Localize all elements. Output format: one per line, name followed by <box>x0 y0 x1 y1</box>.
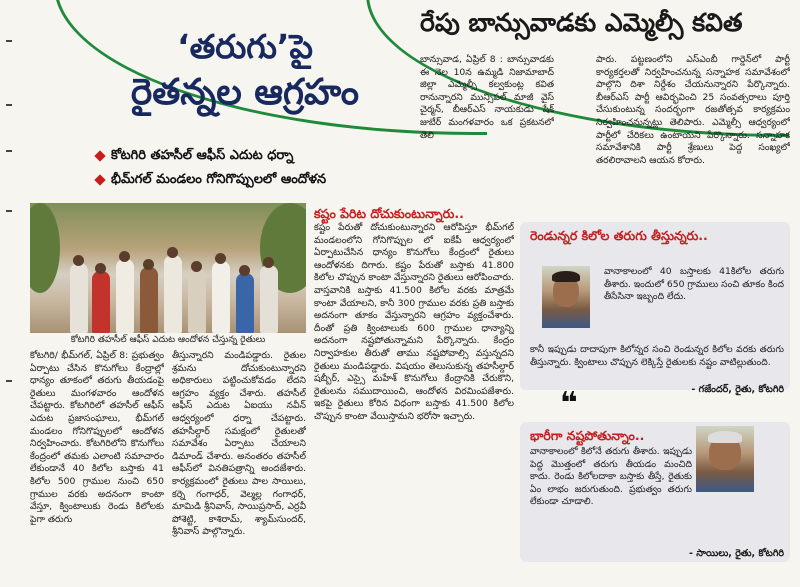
quote-box-title: భారీగా నష్టపోతున్నాం.. <box>530 428 645 443</box>
diamond-bullet-icon <box>94 174 105 185</box>
quote-box-text-bottom: కానీ ఇప్పుడు దాదాపుగా కిలోన్నర సంచి రెండున్నర కిలోల వరకు తరుగు తీస్తున్నారు. క్వింటాలు చొప్పున లెక్కిస్తే రైతులకు నష్టం వాటిల్లుతుంది. <box>530 344 784 368</box>
headline-line1: ‘తరుగు’పై <box>177 27 313 66</box>
right-headline: రేపు బాన్సువాడకు ఎమ్మెల్సీ కవిత <box>420 8 743 37</box>
farmer-portrait-gajender <box>542 266 590 328</box>
quote-attribution: - సాయిలు, రైతు, కోటగిరి <box>689 548 784 559</box>
quote-box-text: వానాకాలంలో కిలోనే తరుగు తీశారు. ఇప్పుడు పెద్ద మొత్తంలో తరుగు తీయడం మంచిది కాదు. రెండు కిలోలదాకా బస్తాకు తీస్తే, రైతుకు ఏం లాభం జరుగుతుంది. ప్రభుత్వం తరుగు లేకుండా చూడాలి. <box>530 446 692 508</box>
farmer-portrait-sailu <box>696 426 754 492</box>
main-body-column-1: కోటగిరి/ భీమ్‌గల్, ఏప్రిల్ 8: ప్రభుత్వం ఏర్పాటు చేసిన కొనుగోలు కేంద్రాల్లో ధాన్యం తూకంలో తరుగు తీయడంపై రైతులు మంగళవారం ఆందోళన చేపట్టారు. కోటగిరిలో తహసీల్ ఆఫీస్ ఎదుట ప్రజాసంఘాలు, భీమ్‌గల్ మండలం గోనిగొప్పులలో ఆందోళన నిర్వహించారు. కోటగిరిలోని కొనుగోలు కేంద్రంలో తమకు ఎలాంటి సమాచారం లేకుండానే 40 కిలోల బస్తాకు 41 కిలోల 500 గ్రాముల నుంచి 650 గ్రాముల వరకు అదనంగా కాంటా వేస్తూ, క్వింటాలుకు రెండు కిలోలకు పైగా తరుగు <box>30 350 164 525</box>
main-subhead: కష్టం పేరిట దోచుకుంటున్నారు.. <box>314 206 464 221</box>
right-body-column-1: బాన్సువాడ, ఏప్రిల్ 8 : బాన్సువాడకు ఈ నెల 10న ఉమ్మడి నిజామాబాద్ జిల్లా ఎమ్మెల్సీ కల్వకుంట్ల కవిత రానున్నారని మున్సిపల్ మాజీ వైస్ చైర్మన్, బీఆర్‌ఎస్ నాయకుడు షేక్ జుబేర్ మంగళవారం ఒక ప్రకటనలో తెలి <box>420 54 554 141</box>
photo-caption: కోటగిరి తహసీల్ ఆఫీస్ ఎదుట ఆందోళన చేస్తున్న రైతులు <box>70 335 266 345</box>
quote-box-title: రెండున్నర కిలోల తరుగు తీస్తున్నరు.. <box>530 228 708 243</box>
bullet-item: కోటగిరి తహసీల్ ఆఫీస్ ఎదుట ధర్నా <box>96 148 293 166</box>
page-edge-marks <box>0 0 18 587</box>
main-body-column-3: కష్టం పేరుతో దోచుకుంటున్నారని ఆరోపిస్తూ భీమ్‌గల్ మండలంలోని గోనిగొప్పుల లో ఐకేపీ ఆధ్వర్యంలో ఏర్పాటుచేసిన ధాన్యం కొనుగోలు కేంద్రంలో రైతులు ఆందోళనకు దిగారు. కష్టం పేరుతో బస్తాకు 41.800 కిలోల చొప్పున కాంటా వేస్తున్నారని రైతులు ఆరోపించారు. వాస్తవానికి బస్తాకు 41.500 కిలోల వరకు మాత్రమే కాంటా వేయాలని, కానీ 300 గ్రాముల వరకు ప్రతి బస్తాకు అదనంగా తూకం వేస్తున్నారని ఆగ్రహం వ్యక్తంచేశారు. దీంతో ప్రతి క్వింటాలుకు 600 గ్రాముల ధాన్యాన్ని అదనంగా నష్టపోతున్నామని పేర్కొన్నారు. కేంద్రం నిర్వాహకుల తీరుతో తాము నష్టపోవాల్సి వస్తున్నదని రైతులు మండిపడ్డారు. విషయం తెలుసుకున్న తహసీల్దార్ షబ్బీర్, ఎస్సై మహేశ్ కొనుగోలు కేంద్రానికి చేరుకొని, రైతులను సముదాయించి, ఆందోళన విరమింపజేశారు. ఇకపై రైతులు కోరిన విధంగా బస్తాకు 41.500 కిలోల చొప్పున కాంటా వేయిస్తామని భరోసా ఇచ్చారు. <box>314 222 514 422</box>
quote-box-text-top: వానాకాలంలో 40 బస్తాలకు 41కిలోల తరుగు తీశారు. ఇందులో 650 గ్రాములు సంచి తూకం కింద తీసేసినా ఇబ్బంది లేదు. <box>604 266 784 303</box>
quote-mark-icon: ❝ <box>560 386 578 421</box>
bullet-item: భీమ్‌గల్ మండలం గోనిగొప్పులలో ఆందోళన <box>96 172 326 190</box>
headline-line2: రైతన్నల ఆగ్రహం <box>130 72 360 113</box>
main-headline <box>90 24 400 116</box>
farmers-protest-photo <box>30 203 306 333</box>
right-body-column-2: పారు. పట్టణంలోని ఎస్‌ఎంబీ గార్డెన్‌లో పార్టీ కార్యకర్తలతో నిర్వహించనున్న సన్నాహక సమావేశంలో పాల్గొని దిశా నిర్దేశం చేయనున్నారని పేర్కొన్నారు. బీఆర్‌ఎస్ పార్టీ ఆవిర్భవించి 25 సంవత్సరాలు పూర్తి చేసుకుంటున్న సందర్భంగా రజతోత్సవ కార్యక్రమం నిర్వహించనున్నట్లు తెలిపారు. ఎమ్మెల్సీ ఆధ్వర్యంలో పార్టీలో చేరికలు ఉంటాయని పేర్కొన్నారు. సన్నాహక సమావేశానికి పార్టీ శ్రేణులు పెద్ద సంఖ్యలో తరలిరావాలని ఆయన కోరారు. <box>596 54 790 166</box>
quote-attribution: - గజేందర్, రైతు, కోటగిరి <box>691 384 784 395</box>
main-body-column-2: తీస్తున్నారని మండిపడ్డారు. రైతుల శ్రమను దోచుకుంటున్నారని అధికారులు పట్టించుకోవడం లేదని ఆగ్రహం వ్యక్తం చేశారు. తహసీల్ ఆఫీస్ ఎదుట ఏఐయు నవీన్ ఆధ్వర్యంలో ధర్నా చేపట్టారు. తహసీల్దార్ సమక్షంలో రైతులతో సమావేశం ఏర్పాటు చేయాలని డిమాండ్ చేశారు. అనంతరం తహసీల్ ఆఫీస్‌లో వినతిపత్రాన్ని అందజేశారు. కార్యక్రమంలో రైతులు పాల సాయిలు, కర్నె గంగాధర్, వెల్మల్ల గంగాధర్, మామిడి శ్రీనివాస్, సాయిప్రసాద్, ఎర్రవీ పోశెట్టి, కాశిరామ్, శ్యామ్‌సుందర్, శ్రీనివాస్ పాల్గొన్నారు. <box>172 350 306 538</box>
diamond-bullet-icon <box>94 150 105 161</box>
